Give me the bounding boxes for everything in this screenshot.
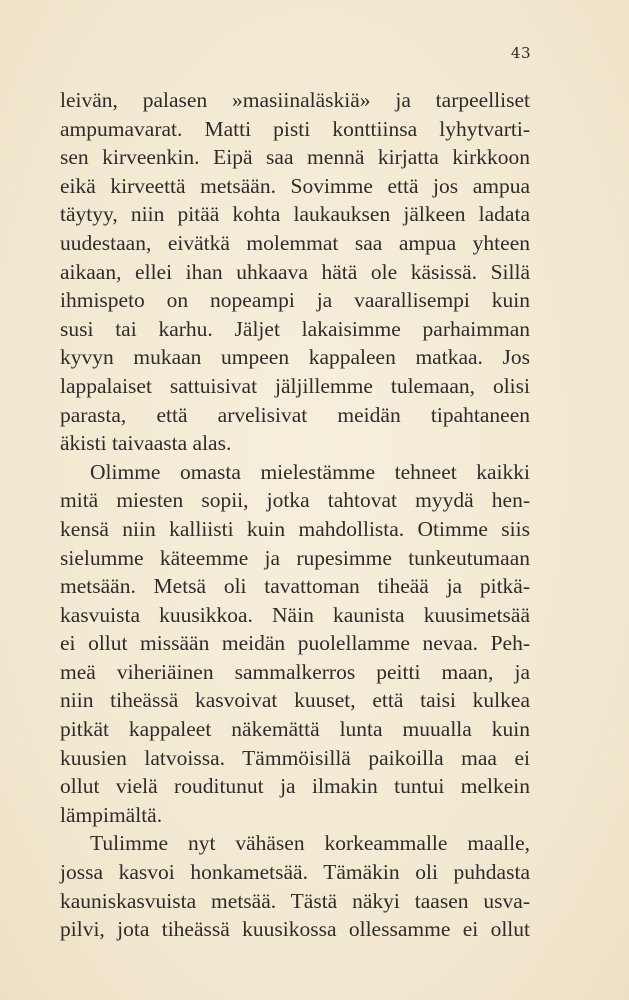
text-line: niin tiheässä kasvoivat kuuset, että taisi kulkea [60,688,530,713]
text-line: Tulimme nyt vähäsen korkeammalle maalle, [90,831,530,856]
page-number: 43 [510,44,531,62]
body-text [60,86,538,944]
text-line: eikä kirveettä metsään. Sovimme että jos ampua [60,173,530,198]
text-line: ollut vielä rouditunut ja ilmakin tuntui melkein [60,774,530,799]
text-line: pilvi, jota tiheässä kuusikossa ollessamme ei ollut [60,917,530,942]
text-line: sielumme käteemme ja rupesimme tunkeutumaan [60,545,530,570]
text-line: jossa kasvoi honkametsää. Tämäkin oli puhdasta [60,860,530,885]
text-line: meä viheriäinen sammalkerros peitti maan, ja [60,659,530,684]
text-line: täytyy, niin pitää kohta laukauksen jälkeen ladata [60,202,530,227]
text-line: pitkät kappaleet näkemättä lunta muualla kuin [60,717,530,742]
text-line: kauniskasvuista metsää. Tästä näkyi taasen usva- [60,888,530,913]
text-line: kuusien latvoissa. Tämmöisillä paikoilla maa ei [60,745,530,770]
text-line: ampumavarat. Matti pisti konttiinsa lyhytvarti- [60,116,530,141]
text-line: Olimme omasta mielestämme tehneet kaikki [90,459,530,484]
text-line: aikaan, ellei ihan uhkaava hätä ole käsissä. Sillä [60,259,530,284]
text-line: uudestaan, eivätkä molemmat saa ampua yhteen [60,230,530,255]
text-line: kyvyn mukaan umpeen kappaleen matkaa. Jos [60,345,530,370]
text-line: mitä miesten sopii, jotka tahtovat myydä hen- [60,488,530,513]
text-line: lämpimältä. [60,802,163,827]
text-line: ei ollut missään meidän puolellamme nevaa. Peh- [60,631,530,656]
text-line: sen kirveenkin. Eipä saa mennä kirjatta kirkkoon [60,145,530,170]
text-line: kasvuista kuusikkoa. Näin kaunista kuusimetsää [60,602,530,627]
text-line: leivän, palasen »masiinaläskiä» ja tarpeelliset [60,88,530,112]
text-line: äkisti taivaasta alas. [60,431,232,456]
text-line: kensä niin kalliisti kuin mahdollista. Otimme siis [60,516,530,541]
text-line: metsään. Metsä oli tavattoman tiheää ja pitkä- [60,574,530,599]
text-line: susi tai karhu. Jäljet lakaisimme parhaimman [60,316,530,341]
text-line: parasta, että arvelisivat meidän tipahtaneen [60,402,530,427]
text-line: lappalaiset sattuisivat jäljillemme tulemaan, olisi [60,373,530,398]
text-line: ihmispeto on nopeampi ja vaarallisempi kuin [60,288,530,313]
